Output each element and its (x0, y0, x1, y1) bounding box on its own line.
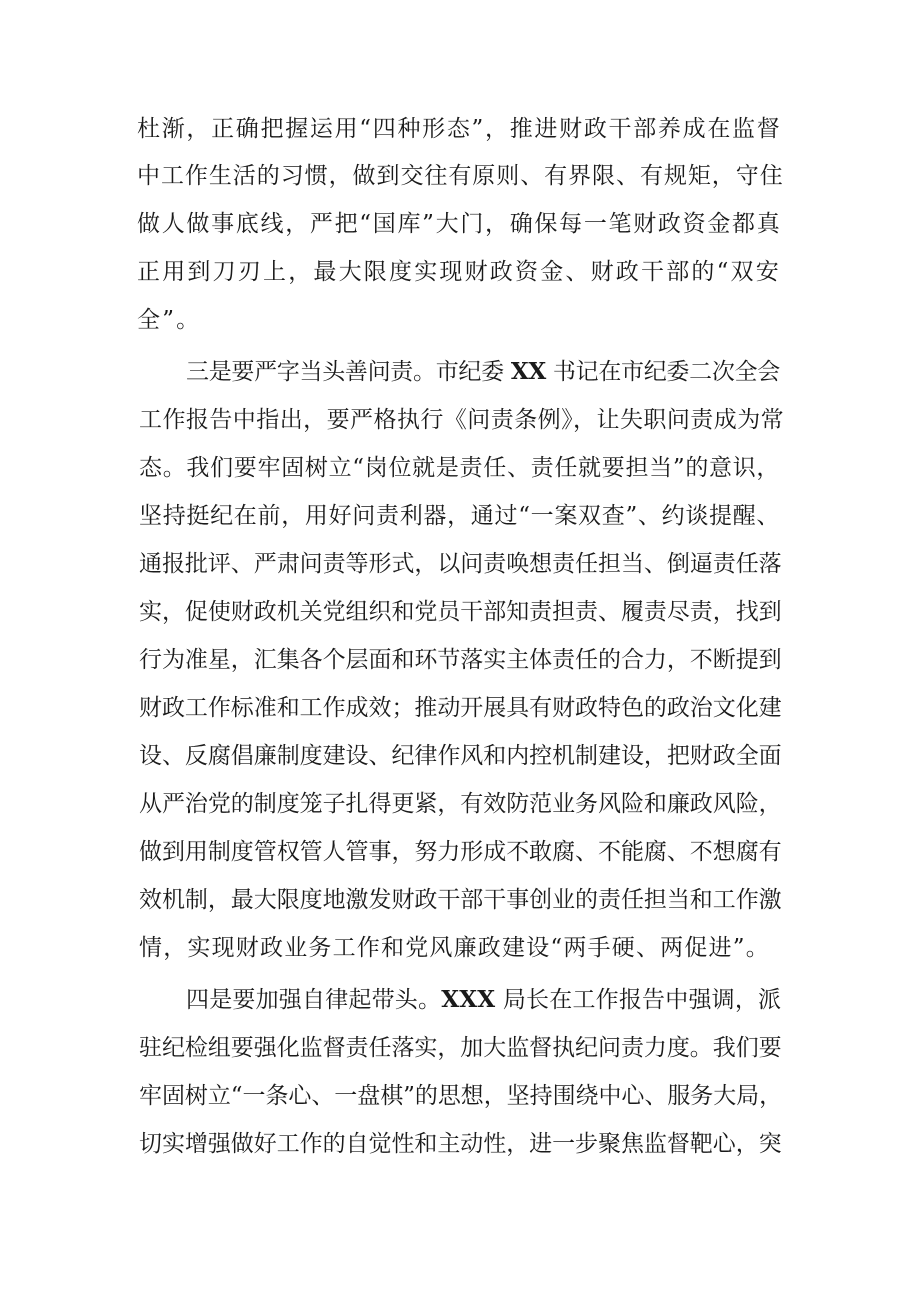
paragraph-line: 情，实现财政业务工作和党风廉政建设“两手硬、两促进”。 (139, 935, 770, 961)
paragraph-line: 中工作生活的习惯，做到交往有原则、有界限、有规矩，守住 (137, 163, 784, 189)
paragraph-line: 驻纪检组要强化监督责任落实，加大监督执纪问责力度。我们要 (139, 1035, 782, 1061)
paragraph-line: 四是要加强自律起带头。XXX 局长在工作报告中强调，派 (186, 986, 782, 1013)
paragraph-line: 从严治党的制度笼子扎得更紧，有效防范业务风险和廉政风险， (139, 791, 782, 817)
paragraph-line: 实，促使财政机关党组织和党员干部知责担责、履责尽责，找到 (139, 599, 782, 625)
paragraph-line: 财政工作标准和工作成效；推动开展具有财政特色的政治文化建 (139, 695, 782, 721)
paragraph-line: 做人做事底线，严把“国库”大门，确保每一笔财政资金都真 (137, 211, 782, 237)
paragraph-line: 三是要严字当头善问责。市纪委 XX 书记在市纪委二次全会 (186, 358, 780, 385)
paragraph-line: 切实增强做好工作的自觉性和主动性，进一步聚焦监督靶心，突 (139, 1131, 782, 1157)
paragraph-line: 效机制，最大限度地激发财政干部干事创业的责任担当和工作激 (139, 887, 782, 913)
paragraph-line: 行为准星，汇集各个层面和环节落实主体责任的合力，不断提到 (139, 647, 782, 673)
paragraph-line: 牢固树立“一条心、一盘棋”的思想，坚持围绕中心、服务大局， (139, 1083, 783, 1109)
placeholder-name: XX (510, 358, 546, 385)
paragraph-line: 做到用制度管权管人管事，努力形成不敢腐、不能腐、不想腐有 (139, 839, 782, 865)
paragraph-line: 全”。 (137, 307, 202, 333)
paragraph-line: 态。我们要牢固树立“岗位就是责任、责任就要担当”的意识， (139, 455, 781, 481)
paragraph-line: 设、反腐倡廉制度建设、纪律作风和内控机制建设，把财政全面 (139, 743, 782, 769)
paragraph-line: 杜渐，正确把握运用“四种形态”，推进财政干部养成在监督 (137, 116, 782, 142)
paragraph-line: 坚持挺纪在前，用好问责利器，通过“一案双查”、约谈提醒、 (139, 503, 781, 529)
paragraph-line: 通报批评、严肃问责等形式，以问责唤想责任担当、倒逼责任落 (139, 551, 782, 577)
placeholder-name: XXX (441, 986, 496, 1013)
paragraph-line: 正用到刀刃上，最大限度实现财政资金、财政干部的“双安 (137, 259, 781, 285)
paragraph-line: 工作报告中指出，要严格执行《问责条例》，让失职问责成为常 (139, 407, 785, 433)
